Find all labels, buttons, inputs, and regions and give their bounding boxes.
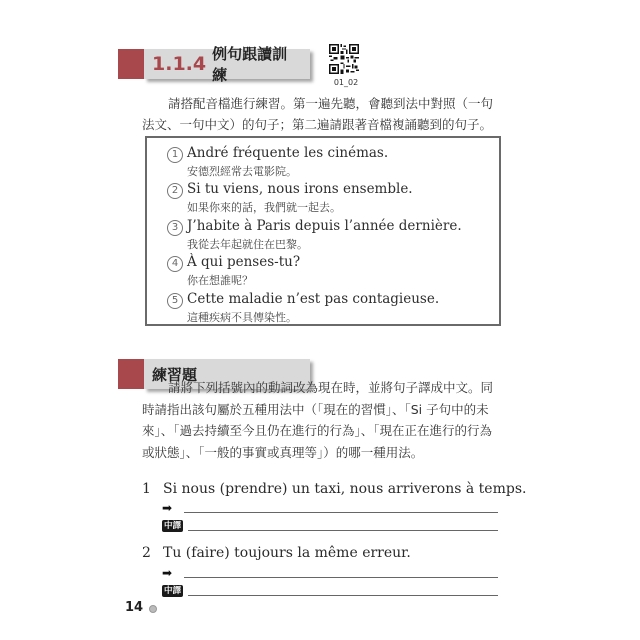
answer-line[interactable] <box>184 577 498 578</box>
section-title: 例句跟讀訓練 <box>212 45 288 84</box>
example-marker: 3 <box>167 220 183 236</box>
page-dot-icon <box>149 605 157 613</box>
example-french: Si tu viens, nous irons ensemble. <box>187 181 413 197</box>
example-sentences-box <box>145 136 501 326</box>
answer-row-translation <box>162 585 498 599</box>
arrow-icon: ➡ <box>162 501 173 515</box>
instruction-paragraph: 請搭配音檔進行練習。第一遍先聽，會聽到法中對照（一句法文、一句中文）的句子；第二遍請跟著音檔複誦聽到的句子。 <box>142 96 494 132</box>
answer-row-translation <box>162 520 498 534</box>
example-french: À qui penses-tu? <box>187 254 301 270</box>
section-number: 1.1.4 <box>152 53 207 75</box>
example-chinese: 這種疾病不具傳染性。 <box>187 311 297 324</box>
translation-badge: 中譯 <box>164 586 182 596</box>
arrow-icon: ➡ <box>162 566 173 580</box>
example-marker: 4 <box>167 256 183 272</box>
exercise-number: 2 <box>142 545 151 561</box>
example-marker: 5 <box>167 293 183 309</box>
answer-line[interactable] <box>188 530 498 531</box>
exercise-number: 1 <box>142 481 151 497</box>
example-french: André fréquente les cinémas. <box>187 145 389 161</box>
section-title: 練習題 <box>144 359 310 389</box>
example-marker: 2 <box>167 183 183 199</box>
answer-row-rewrite <box>162 567 498 581</box>
qr-audio-label: 01_02 <box>333 78 359 87</box>
page-number: 14 <box>125 600 144 615</box>
example-chinese: 安德烈經常去電影院。 <box>187 165 297 178</box>
exercise-sentence: Si nous (prendre) un taxi, nous arriverons à temps. <box>163 481 527 497</box>
section-header-example-sentences <box>118 45 310 84</box>
header-accent <box>118 359 144 389</box>
example-french: Cette maladie n’est pas contagieuse. <box>187 291 440 307</box>
answer-line[interactable] <box>184 512 498 513</box>
example-marker: 1 <box>167 147 183 163</box>
exercise-sentence: Tu (faire) toujours la même erreur. <box>163 545 411 561</box>
example-chinese: 如果你來的話，我們就一起去。 <box>187 201 341 214</box>
translation-badge: 中譯 <box>164 521 182 531</box>
example-french: J’habite à Paris depuis l’année dernière. <box>187 218 462 234</box>
example-chinese: 你在想誰呢？ <box>187 274 253 287</box>
answer-line[interactable] <box>188 595 498 596</box>
header-accent <box>118 49 144 79</box>
qr-code-icon[interactable] <box>329 44 359 74</box>
example-chinese: 我從去年起就住在巴黎。 <box>187 238 308 251</box>
exercise-instructions: 請將下列括號內的動詞改為現在時，並將句子譯成中文。同時請指出該句屬於五種用法中（「現在的習慣」、「Si 子句中的未來」、「過去持續至今且仍在進行的行為」、「現在正在進行的行為或狀態」、「一般的事實或真理等」）的哪一種用法。 <box>142 380 494 460</box>
answer-row-rewrite <box>162 502 498 516</box>
header-label <box>144 45 310 84</box>
